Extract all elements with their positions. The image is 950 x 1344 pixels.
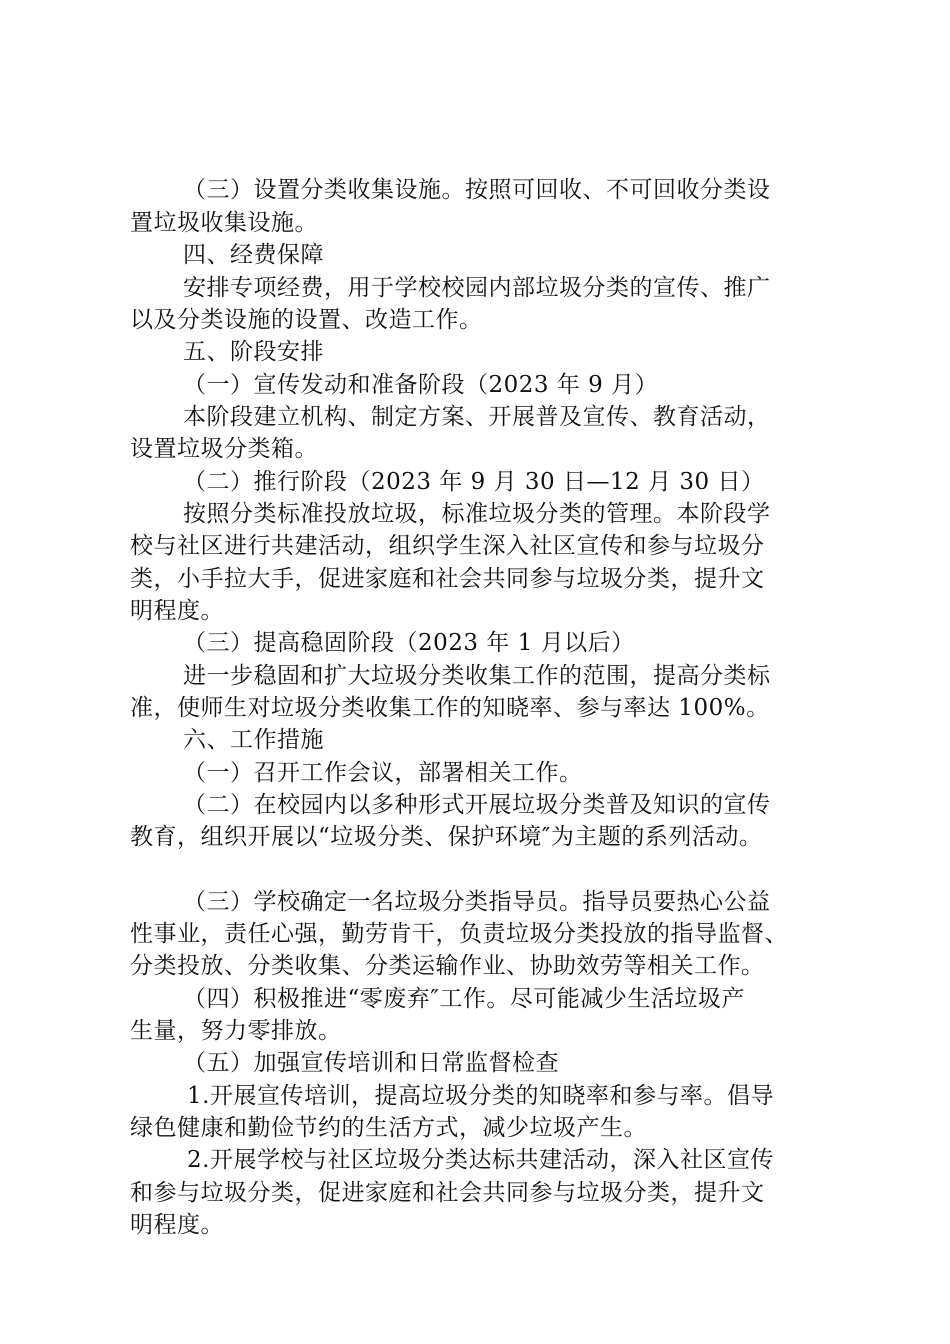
paragraph-line: 教育，组织开展以“垃圾分类、保护环境″为主题的系列活动。 [130, 824, 763, 850]
paragraph-line: 准，使师生对垃圾分类收集工作的知晓率、参与率达 100%。 [130, 695, 770, 721]
paragraph-line: 校与社区进行共建活动，组织学生深入社区宣传和参与垃圾分 [130, 533, 765, 559]
paragraph-line: 2.开展学校与社区垃圾分类达标共建活动，深入社区宣传 [187, 1147, 774, 1173]
subsection-heading: （三）提高稳固阶段（2023 年 1 月以后） [183, 630, 635, 656]
section-heading: 六、工作措施 [183, 727, 324, 753]
section-heading: 五、阶段安排 [183, 339, 324, 365]
paragraph-line: 明程度。 [130, 598, 224, 624]
paragraph-line: 明程度。 [130, 1212, 224, 1238]
paragraph-line: 生量，努力零排放。 [130, 1018, 342, 1044]
paragraph-line: （二）在校园内以多种形式开展垃圾分类普及知识的宣传 [183, 792, 771, 818]
paragraph-line: 置垃圾收集设施。 [130, 210, 318, 236]
subsection-heading: （二）推行阶段（2023 年 9 月 30 日—12 月 30 日） [183, 469, 765, 495]
paragraph-line: 按照分类标准投放垃圾，标准垃圾分类的管理。本阶段学 [183, 501, 771, 527]
paragraph-line: 本阶段建立机构、制定方案、开展普及宣传、教育活动， [183, 404, 771, 430]
paragraph-line: 以及分类设施的设置、改造工作。 [130, 307, 483, 333]
subsection-heading: （一）宣传发动和准备阶段（2023 年 9 月） [183, 372, 659, 398]
paragraph-line: 进一步稳固和扩大垃圾分类收集工作的范围，提高分类标 [183, 663, 771, 689]
paragraph-line: 1.开展宣传培训，提高垃圾分类的知晓率和参与率。倡导 [187, 1083, 774, 1109]
paragraph-line: 设置垃圾分类箱。 [130, 436, 318, 462]
paragraph-line: 类，小手拉大手，促进家庭和社会共同参与垃圾分类，提升文 [130, 566, 765, 592]
paragraph-line: 和参与垃圾分类，促进家庭和社会共同参与垃圾分类，提升文 [130, 1180, 765, 1206]
paragraph-line: 性事业，责任心强，勤劳肯干，负责垃圾分类投放的指导监督、 [130, 921, 788, 947]
section-heading: 四、经费保障 [183, 242, 324, 268]
paragraph-line: （三）学校确定一名垃圾分类指导员。指导员要热心公益 [183, 889, 771, 915]
paragraph-line: （三）设置分类收集设施。按照可回收、不可回收分类设 [183, 177, 771, 203]
subsection-heading: （五）加强宣传培训和日常监督检查 [183, 1050, 559, 1076]
paragraph-line: （四）积极推进“零废弃″工作。尽可能减少生活垃圾产 [183, 986, 745, 1012]
paragraph-line: （一）召开工作会议，部署相关工作。 [183, 760, 583, 786]
paragraph-line: 绿色健康和勤俭节约的生活方式，减少垃圾产生。 [130, 1115, 647, 1141]
paragraph-line: 安排专项经费，用于学校校园内部垃圾分类的宣传、推广 [183, 275, 771, 301]
paragraph-line: 分类投放、分类收集、分类运输作业、协助效劳等相关工作。 [130, 953, 765, 979]
